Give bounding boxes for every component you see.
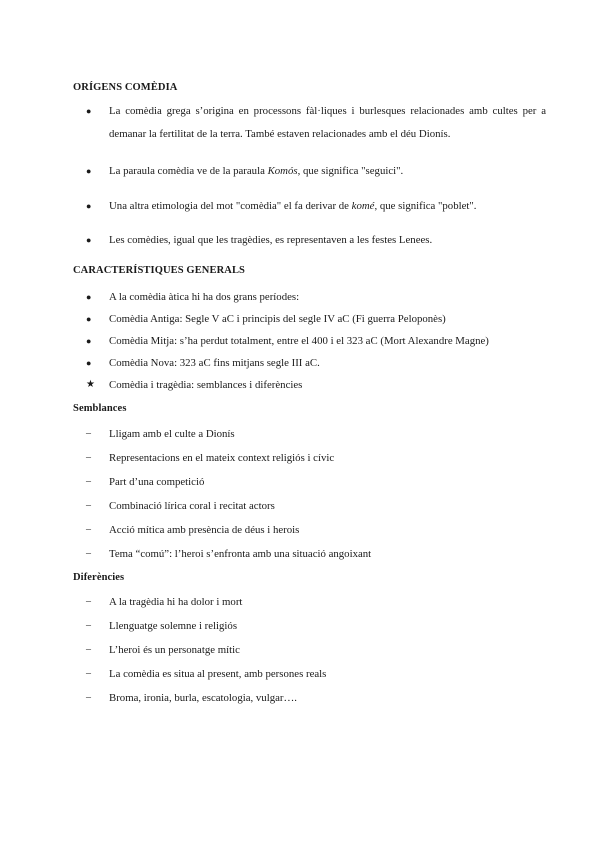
bullet-icon: ●: [86, 106, 92, 116]
dash-icon: –: [86, 548, 91, 559]
dash-icon: –: [86, 476, 91, 487]
section-heading-origins: ORÍGENS COMÈDIA: [73, 82, 178, 93]
dash-icon: –: [86, 500, 91, 511]
list-item-text: A la comèdia àtica hi ha dos grans períodes:: [109, 291, 300, 303]
list-item-text: L’heroi és un personatge mític: [109, 644, 240, 656]
bullet-icon: ●: [86, 201, 92, 211]
list-item-text: Comèdia i tragèdia: semblances i diferències: [109, 379, 303, 391]
list-item-text: La paraula comèdia ve de la paraula Komós, que significa "seguici".: [109, 165, 404, 177]
list-item-text: La comèdia es situa al present, amb persones reals: [109, 668, 327, 680]
dash-icon: –: [86, 596, 91, 607]
bullet-icon: ●: [86, 292, 92, 302]
bullet-icon: ●: [86, 235, 92, 245]
section-heading-differences: Diferències: [73, 572, 125, 583]
bullet-icon: ●: [86, 166, 92, 176]
section-heading-similarities: Semblances: [73, 403, 127, 414]
bullet-icon: ●: [86, 358, 92, 368]
list-item-text: Tema “comú”: l’heroi s’enfronta amb una situació angoixant: [109, 548, 372, 560]
section-heading-general: CARACTERÍSTIQUES GENERALS: [73, 265, 246, 276]
list-item-text: Les comèdies, igual que les tragèdies, es representaven a les festes Lenees.: [109, 234, 433, 246]
dash-icon: –: [86, 668, 91, 679]
list-item-text: Acció mítica amb presència de déus i herois: [109, 524, 300, 536]
bullet-icon: ●: [86, 314, 92, 324]
dash-icon: –: [86, 524, 91, 535]
list-item-text: Broma, ironia, burla, escatologia, vulgar….: [109, 692, 297, 704]
star-icon: ★: [86, 379, 95, 390]
list-item-text: Comèdia Antiga: Segle V aC i principis del segle IV aC (Fi guerra Peloponès): [109, 313, 446, 325]
list-item-text: La comèdia grega s’origina en processons fàl·liques i burlesques relacionades amb cultes per a demanar la fertilitat de la terra. També estaven relacionades amb el déu Dionís.: [109, 105, 546, 140]
list-item-text: Part d’una competició: [109, 476, 205, 488]
list-item-text: Combinació lírica coral i recitat actors: [109, 500, 275, 512]
bullet-icon: ●: [86, 336, 92, 346]
list-item-text: Lligam amb el culte a Dionís: [109, 428, 235, 440]
dash-icon: –: [86, 644, 91, 655]
list-item-text: A la tragèdia hi ha dolor i mort: [109, 596, 243, 608]
list-item-text: Llenguatge solemne i religiós: [109, 620, 238, 632]
list-item-text: Comèdia Mitja: s’ha perdut totalment, entre el 400 i el 323 aC (Mort Alexandre Magne): [109, 335, 489, 347]
list-item-text: Representacions en el mateix context religiós i cívic: [109, 452, 335, 464]
dash-icon: –: [86, 428, 91, 439]
dash-icon: –: [86, 692, 91, 703]
list-item-text: Una altra etimologia del mot "comèdia" el fa derivar de komé, que significa "poblet".: [109, 200, 477, 212]
dash-icon: –: [86, 620, 91, 631]
dash-icon: –: [86, 452, 91, 463]
list-item-text: Comèdia Nova: 323 aC fins mitjans segle III aC.: [109, 357, 320, 369]
